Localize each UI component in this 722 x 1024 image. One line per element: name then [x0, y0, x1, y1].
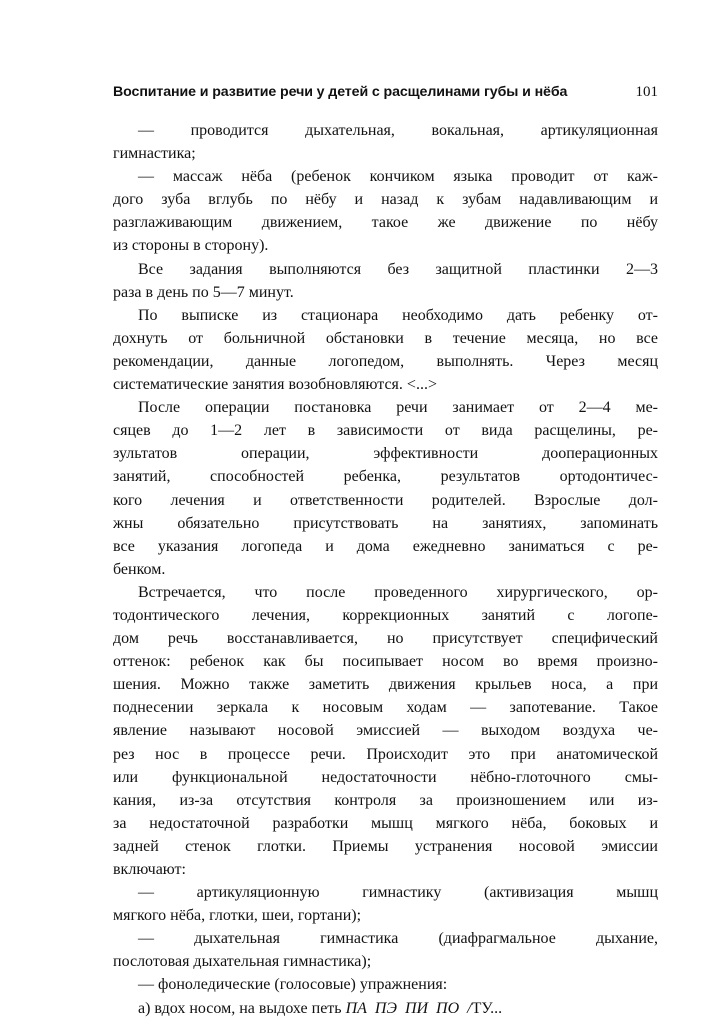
text-line: занятий, способностей ребенка, результатов ортодонтичес-	[113, 468, 658, 486]
exercise-suffix: ТУ...	[471, 999, 503, 1017]
text-line: гимнастика;	[113, 145, 196, 163]
text-line: сяцев до 1—2 лет в зависимости от вида расщелины, ре-	[113, 422, 658, 440]
text-line: После операции постановка речи занимает от 2—4 ме-	[138, 399, 658, 417]
text-line: — дыхательная гимнастика (диафрагмальное дыхание,	[138, 930, 658, 948]
text-line: жны обязательно присутствовать на занятиях, запоминать	[113, 514, 658, 532]
text-line: оттенок: ребенок как бы посипывает носом во время произно-	[113, 653, 658, 671]
text-line: поднесении зеркала к носовым ходам — запотевание. Такое	[113, 699, 658, 717]
text-line: — артикуляционную гимнастику (активизация мышц	[138, 884, 658, 902]
text-line: — проводится дыхательная, вокальная, артикуляционная	[138, 122, 658, 139]
text-line: зультатов операции, эффективности дооперационных	[113, 445, 658, 463]
text-line: задней стенок глотки. Приемы устранения носовой эмиссии	[113, 837, 658, 855]
text-line: явление называют носовой эмиссией — выходом воздуха че-	[113, 722, 658, 740]
text-line: дом речь восстанавливается, но присутствует специфический	[113, 630, 658, 648]
text-line: рез нос в процессе речи. Происходит это при анатомической	[113, 745, 658, 763]
text-line: кого лечения и ответственности родителей. Взрослые дол-	[113, 491, 658, 509]
text-line: По выписке из стационара необходимо дать ребенку от-	[138, 306, 658, 324]
text-line: разглаживающим движением, такое же движение по нёбу	[113, 214, 658, 232]
syllables-italic: ПА ПЭ ПИ ПО /	[345, 999, 472, 1017]
exercise-prefix: а) вдох носом, на выдохе петь	[138, 999, 346, 1017]
text-line: послотовая дыхательная гимнастика);	[113, 953, 372, 971]
text-line: дого зуба вглубь по нёбу и назад к зубам надавливающим и	[113, 191, 658, 209]
text-line: кания, из-за отсутствия контроля за произношением или из-	[113, 791, 658, 809]
text-line: Встречается, что после проведенного хирургического, ор-	[138, 583, 658, 601]
text-line: раза в день по 5—7 минут.	[113, 283, 294, 301]
text-line: бенком.	[113, 560, 166, 578]
text-line: рекомендации, данные логопедом, выполнять. Через месяц	[113, 352, 658, 370]
text-line: систематические занятия возобновляются. <...>	[113, 376, 437, 394]
text-line: Все задания выполняются без защитной пластинки 2—3	[138, 260, 658, 278]
text-line: или функциональной недостаточности нёбно-глоточного смы-	[113, 768, 658, 786]
text-line: — массаж нёба (ребенок кончиком языка проводит от каж-	[138, 168, 658, 186]
running-title: Воспитание и развитие речи у детей с расщелинами губы и нёба	[113, 84, 568, 100]
text-line: шения. Можно также заметить движения крыльев носа, а при	[113, 676, 658, 694]
text-line: из стороны в сторону).	[113, 237, 269, 255]
text-line-exercise	[113, 997, 658, 1020]
text-line: — фоноледические (голосовые) упражнения:	[138, 976, 448, 994]
text-line: за недостаточной разработки мышц мягкого нёба, боковых и	[113, 814, 658, 832]
page-number: 101	[635, 84, 658, 100]
text-line: тодонтического лечения, коррекционных занятий с логопе-	[113, 606, 658, 624]
text-line: мягкого нёба, глотки, шеи, гортани);	[113, 907, 362, 925]
page-header	[113, 84, 658, 106]
text-line: включают:	[113, 861, 186, 878]
body-text	[113, 119, 658, 1020]
text-line: все указания логопеда и дома ежедневно заниматься с ре-	[113, 537, 658, 555]
text-line: дохнуть от больничной обстановки в течение месяца, но все	[113, 329, 658, 347]
